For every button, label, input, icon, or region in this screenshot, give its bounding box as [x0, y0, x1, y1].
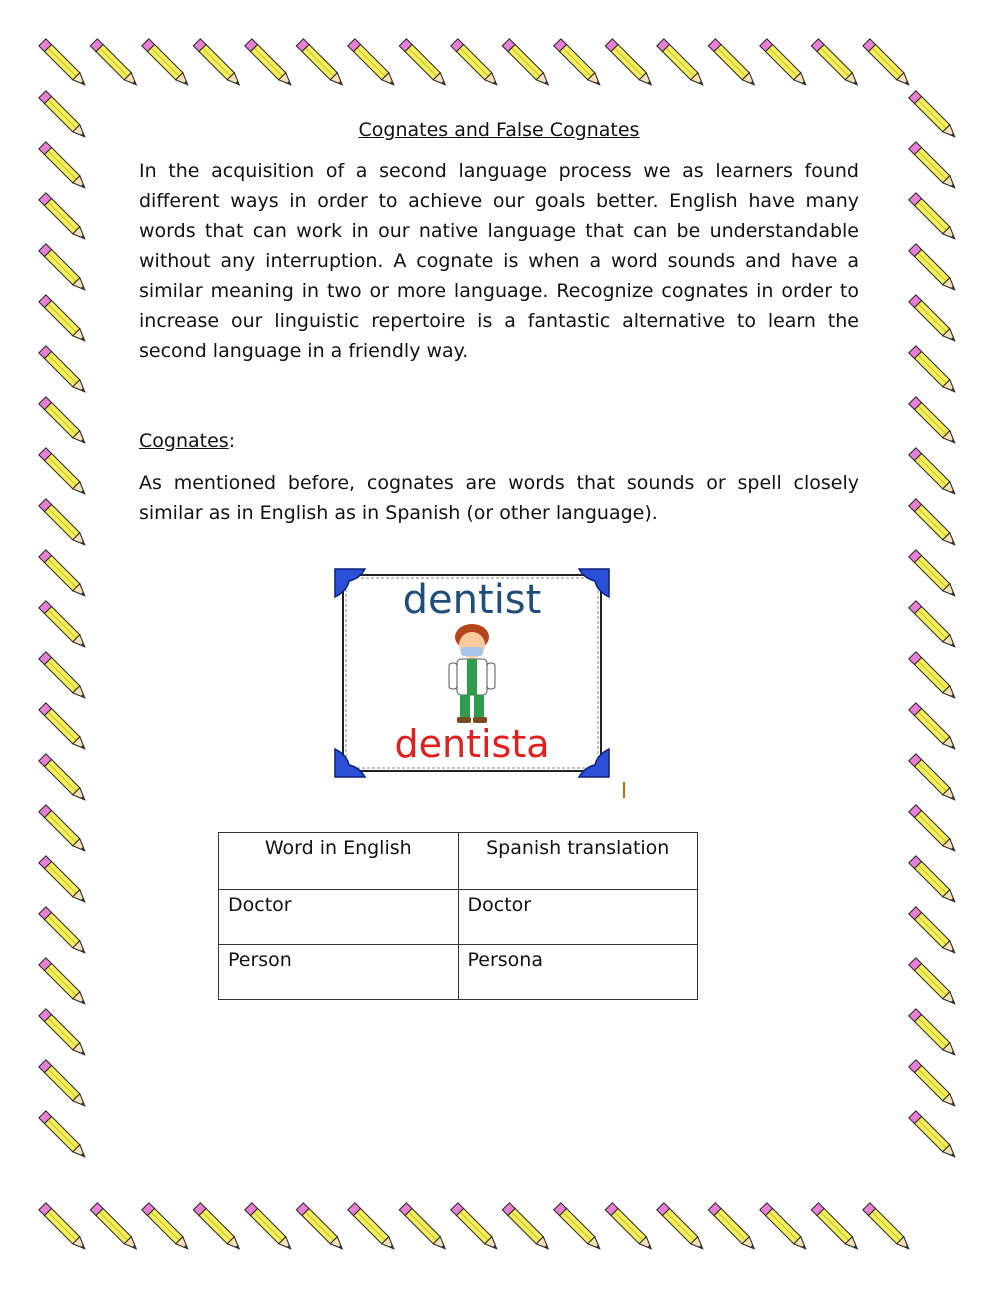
pencil-icon — [348, 1203, 397, 1252]
pencil-icon — [863, 39, 912, 88]
pencil-icon — [39, 805, 88, 854]
pencil-icon — [909, 142, 958, 191]
word-spanish: dentista — [394, 722, 550, 766]
pencil-icon — [39, 142, 88, 191]
section-heading — [139, 426, 859, 456]
pencil-icon — [909, 91, 958, 140]
pencil-icon — [760, 39, 809, 88]
section-paragraph: As mentioned before, cognates are words that sounds or spell closely similar as in English as in Spanish (or other language). — [139, 472, 859, 524]
pencil-icon — [296, 1203, 345, 1252]
pencil-icon — [142, 39, 191, 88]
pencil-icon — [909, 958, 958, 1007]
pencil-icon — [39, 91, 88, 140]
column-header-spanish: Spanish translation — [458, 833, 698, 890]
pencil-icon — [863, 1203, 912, 1252]
pencil-icon — [708, 39, 757, 88]
pencil-icon — [39, 1009, 88, 1058]
cell-spanish: Doctor — [458, 890, 698, 945]
word-english: dentist — [402, 577, 542, 623]
pencil-icon — [39, 652, 88, 701]
table-header-row — [219, 833, 698, 890]
pencil-icon — [554, 39, 603, 88]
cell-english: Person — [219, 945, 459, 1000]
pencil-icon — [708, 1203, 757, 1252]
pencil-icon — [39, 39, 88, 88]
pencil-icon — [39, 754, 88, 803]
pencil-icon — [451, 39, 500, 88]
table-row — [219, 890, 698, 945]
section-heading-colon: : — [228, 430, 236, 452]
pencil-icon — [605, 1203, 654, 1252]
pencil-icon — [39, 1111, 88, 1160]
pencil-icon — [142, 1203, 191, 1252]
pencil-icon — [909, 1009, 958, 1058]
pencil-icon — [909, 244, 958, 293]
pencil-icon — [909, 193, 958, 242]
cognates-table — [218, 832, 698, 1000]
pencil-icon — [451, 1203, 500, 1252]
pencil-icon — [39, 397, 88, 446]
pencil-icon — [909, 754, 958, 803]
pencil-icon — [909, 856, 958, 905]
pencil-icon — [811, 39, 860, 88]
pencil-icon — [909, 397, 958, 446]
pencil-icon — [909, 550, 958, 599]
dentist-illustration — [333, 567, 611, 779]
pencil-icon — [348, 39, 397, 88]
pencil-icon — [811, 1203, 860, 1252]
pencil-icon — [39, 244, 88, 293]
pencil-icon — [90, 1203, 139, 1252]
pencil-icon — [90, 39, 139, 88]
table-row — [219, 945, 698, 1000]
column-header-english: Word in English — [219, 833, 459, 890]
pencil-icon — [909, 652, 958, 701]
document-body — [139, 116, 859, 528]
pencil-icon — [605, 39, 654, 88]
pencil-icon — [39, 295, 88, 344]
text-cursor — [623, 782, 625, 798]
pencil-icon — [909, 907, 958, 956]
pencil-icon — [399, 1203, 448, 1252]
pencil-icon — [39, 550, 88, 599]
pencil-icon — [909, 1111, 958, 1160]
pencil-icon — [193, 39, 242, 88]
pencil-icon — [39, 1060, 88, 1109]
cell-english: Doctor — [219, 890, 459, 945]
pencil-icon — [909, 601, 958, 650]
pencil-icon — [39, 193, 88, 242]
pencil-icon — [39, 703, 88, 752]
pencil-icon — [399, 39, 448, 88]
intro-paragraph: In the acquisition of a second language process we as learners found different ways in order to achieve our goals better. English have many words that can work in our native language that can be understandable without any interruption. A cognate is when a word sounds and have a similar meaning in two or more language. Recognize cognates in order to increase our linguistic repertoire is a fantastic alternative to learn the second language in a friendly way. — [139, 160, 859, 362]
section-heading-text: Cognates — [139, 430, 229, 452]
pencil-icon — [39, 1203, 88, 1252]
pencil-icon — [245, 39, 294, 88]
pencil-icon — [657, 1203, 706, 1252]
pencil-icon — [39, 499, 88, 548]
pencil-icon — [39, 346, 88, 395]
pencil-icon — [39, 856, 88, 905]
pencil-icon — [502, 1203, 551, 1252]
pencil-icon — [39, 907, 88, 956]
pencil-icon — [909, 805, 958, 854]
pencil-icon — [39, 601, 88, 650]
pencil-icon — [909, 499, 958, 548]
pencil-icon — [39, 958, 88, 1007]
pencil-icon — [39, 448, 88, 497]
pencil-icon — [296, 39, 345, 88]
pencil-icon — [909, 346, 958, 395]
pencil-icon — [193, 1203, 242, 1252]
cell-spanish: Persona — [458, 945, 698, 1000]
pencil-icon — [554, 1203, 603, 1252]
pencil-icon — [909, 1060, 958, 1109]
pencil-icon — [909, 295, 958, 344]
pencil-icon — [502, 39, 551, 88]
pencil-icon — [245, 1203, 294, 1252]
pencil-icon — [760, 1203, 809, 1252]
pencil-icon — [909, 448, 958, 497]
pencil-icon — [909, 703, 958, 752]
pencil-icon — [657, 39, 706, 88]
page-title: Cognates and False Cognates — [358, 119, 640, 141]
